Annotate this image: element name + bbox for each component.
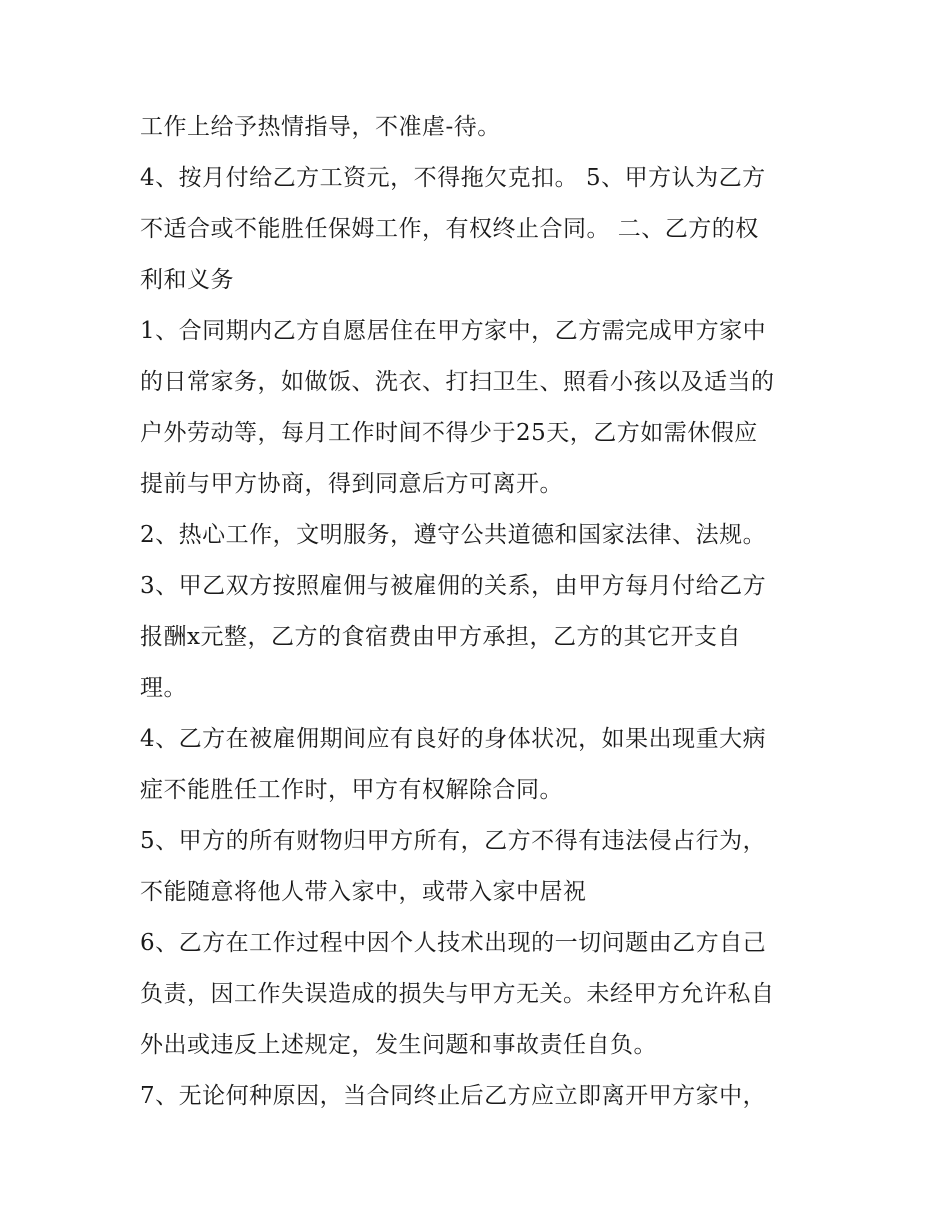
text-line: 不适合或不能胜任保姆工作，有权终止合同。 二、乙方的权 [140,216,759,242]
text-line: 报酬x元整，乙方的食宿费由甲方承担，乙方的其它开支自 [140,624,741,650]
text-line: 工作上给予热情指导，不准虐-待。 [140,114,501,140]
text-line: 负责，因工作失误造成的损失与甲方无关。未经甲方允许私自 [140,981,775,1007]
text-line: 4、按月付给乙方工资元，不得拖欠克扣。 5、甲方认为乙方 [140,165,766,191]
document-body [140,102,820,1122]
text-line: 提前与甲方协商，得到同意后方可离开。 [140,471,563,497]
text-line: 5、甲方的所有财物归甲方所有，乙方不得有违法侵占行为， [140,828,767,854]
text-line: 7、无论何种原因，当合同终止后乙方应立即离开甲方家中， [140,1083,767,1109]
text-line: 不能随意将他人带入家中，或带入家中居祝 [140,879,587,905]
text-line: 3、甲乙双方按照雇佣与被雇佣的关系，由甲方每月付给乙方 [140,573,767,599]
text-line: 的日常家务，如做饭、洗衣、打扫卫生、照看小孩以及适当的 [140,369,775,395]
text-line: 2、热心工作，文明服务，遵守公共道德和国家法律、法规。 [140,522,767,548]
text-line: 理。 [140,675,187,701]
text-line: 症不能胜任工作时，甲方有权解除合同。 [140,777,563,803]
text-line: 户外劳动等，每月工作时间不得少于25天，乙方如需休假应 [140,420,758,446]
text-line: 外出或违反上述规定，发生问题和事故责任自负。 [140,1032,657,1058]
text-line: 6、乙方在工作过程中因个人技术出现的一切问题由乙方自己 [140,930,767,956]
text-line: 利和义务 [140,267,234,293]
text-line: 1、合同期内乙方自愿居住在甲方家中，乙方需完成甲方家中 [140,318,767,344]
text-line: 4、乙方在被雇佣期间应有良好的身体状况，如果出现重大病 [140,726,767,752]
